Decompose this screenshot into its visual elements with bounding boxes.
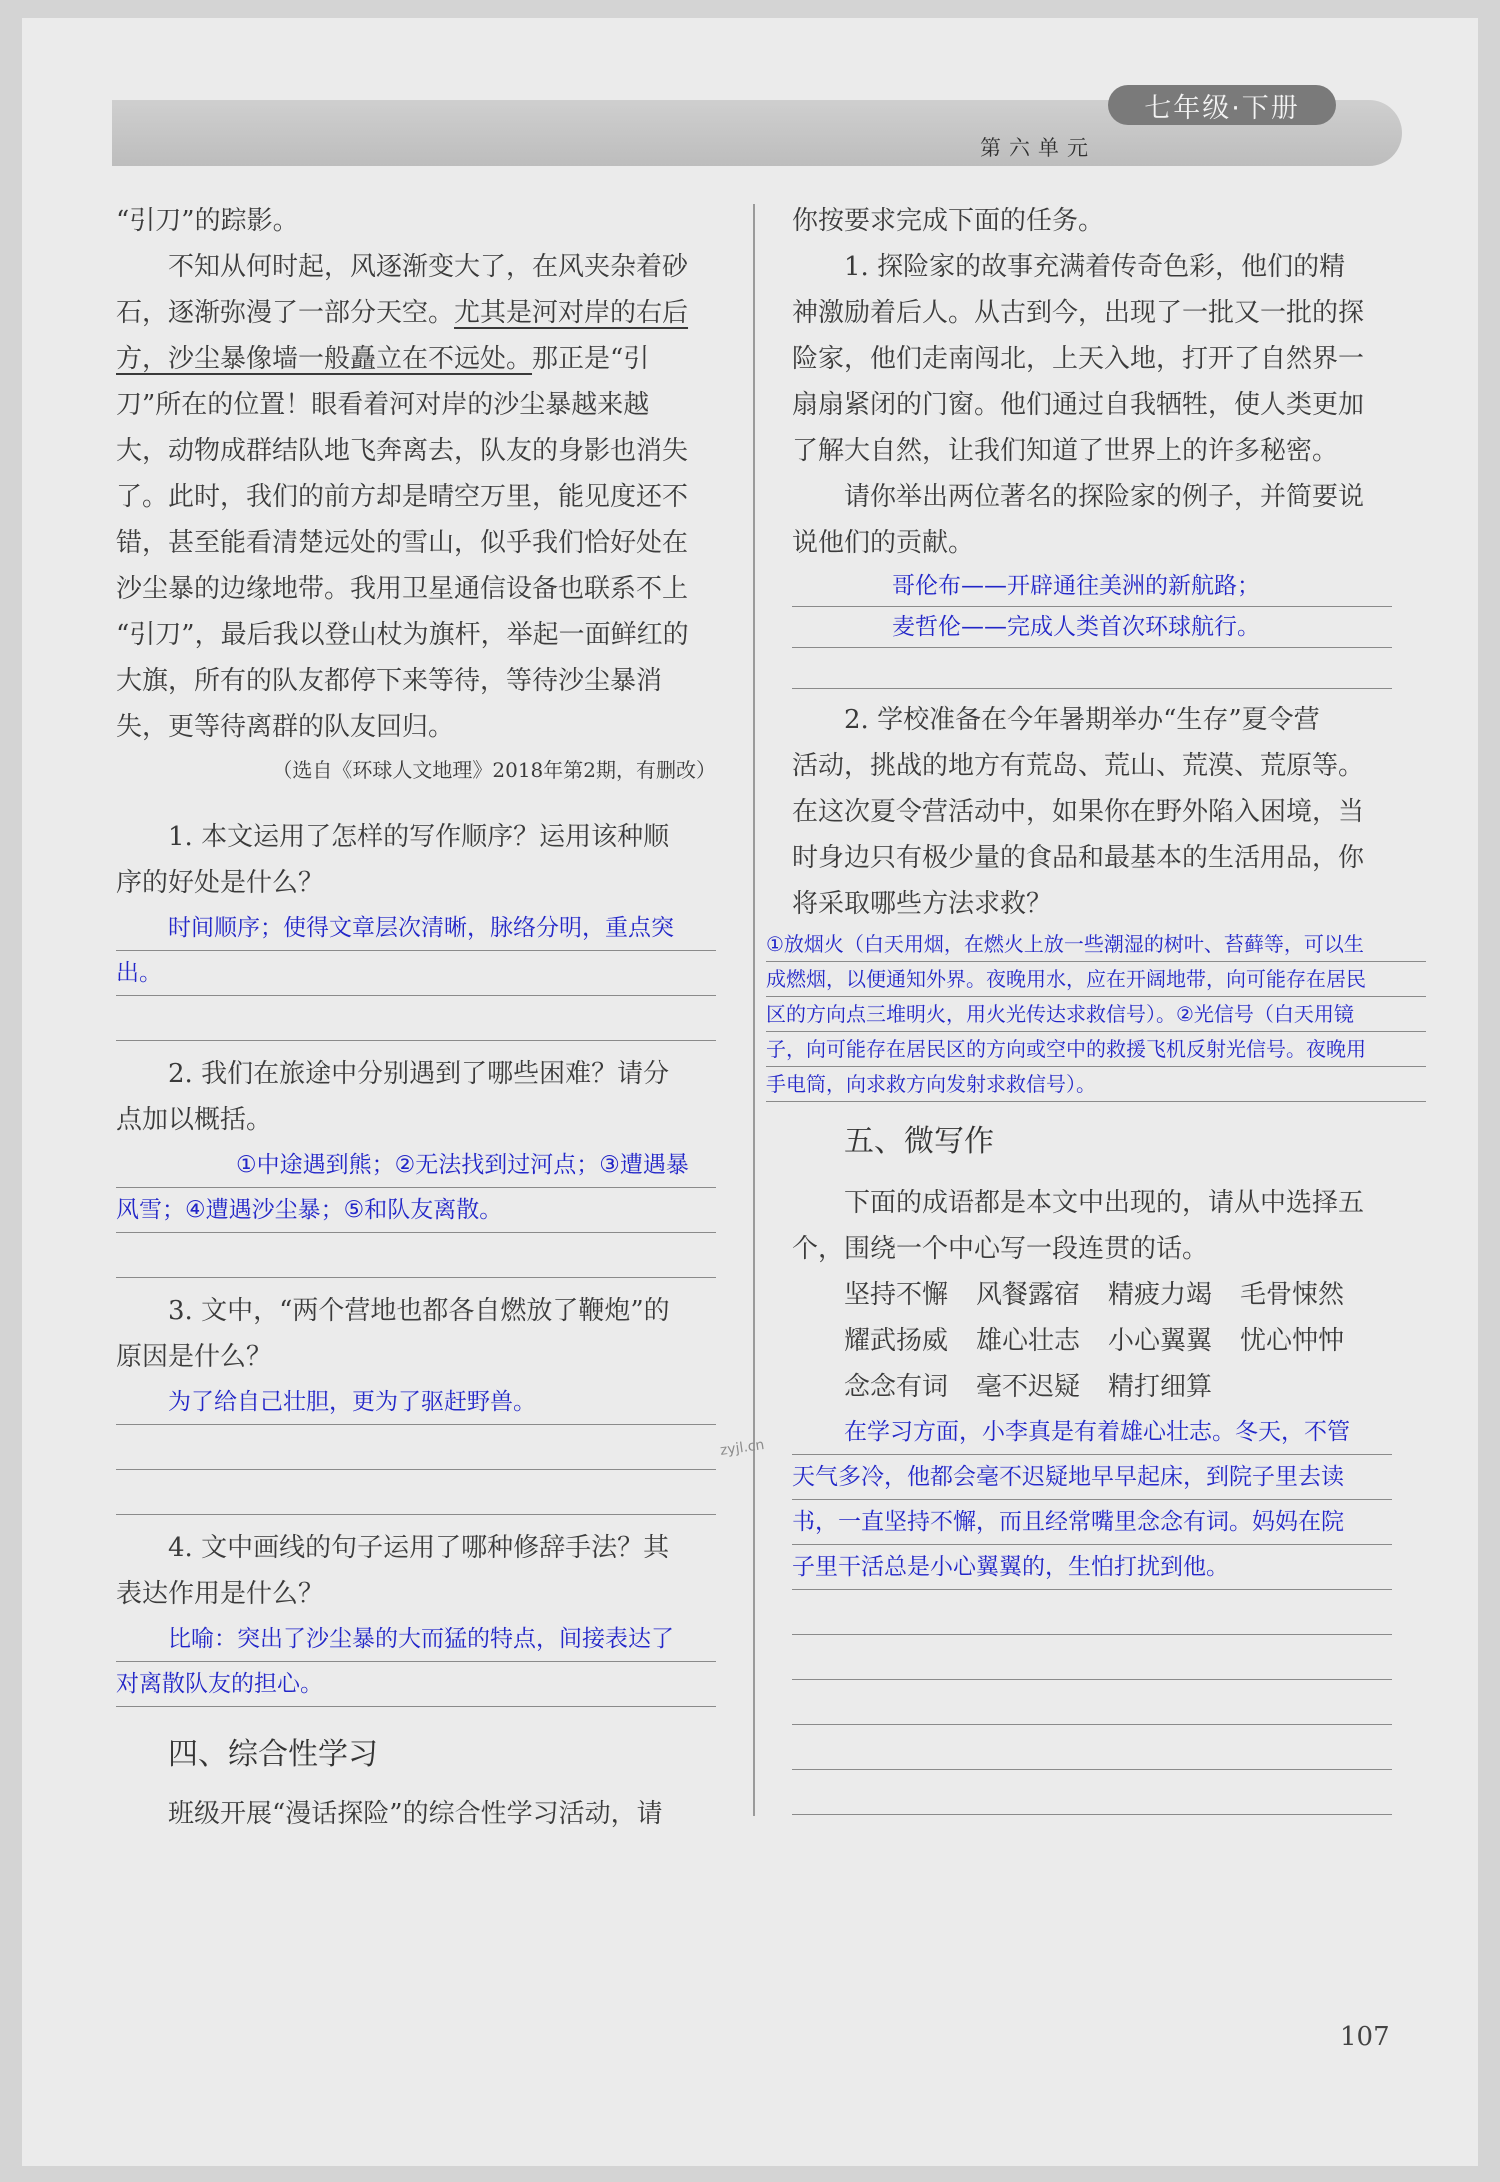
answer-line: 对离散队友的担心。 — [116, 1662, 716, 1707]
question-3: 3. 文中，“两个营地也都各自燃放了鞭炮”的 — [168, 1296, 670, 1326]
idiom: 忧心忡忡 — [1240, 1326, 1345, 1356]
section-heading-5: 五、微写作 — [844, 1124, 994, 1159]
text-line: 险家，他们走南闯北，上天入地，打开了自然界一 — [792, 344, 1365, 374]
text-line: “引刀”，最后我以登山杖为旗杆，举起一面鲜红的 — [116, 620, 689, 650]
idiom: 精疲力竭 — [1108, 1280, 1213, 1310]
blank-answer-line — [792, 1590, 1392, 1635]
text-line: 将采取哪些方法求救？ — [792, 889, 1053, 919]
idiom: 精打细算 — [1108, 1372, 1213, 1402]
answer-line: 比喻：突出了沙尘暴的大而猛的特点，间接表达了 — [116, 1617, 716, 1662]
text-line: 神激励着后人。从古到今，出现了一批又一批的探 — [792, 298, 1365, 328]
idiom-row — [792, 1364, 1392, 1410]
blank-answer-line — [116, 1425, 716, 1470]
idiom-row — [792, 1318, 1392, 1364]
answer-line: 风雪；④遭遇沙尘暴；⑤和队友离散。 — [116, 1188, 716, 1233]
text-line: 了。此时，我们的前方却是晴空万里，能见度还不 — [116, 482, 689, 512]
text-line: 沙尘暴的边缘地带。我用卫星通信设备也联系不上 — [116, 574, 689, 604]
answer-line: 区的方向点三堆明火，用火光传达求救信号）。②光信号（白天用镜 — [766, 997, 1426, 1032]
answer-line: ①中途遇到熊；②无法找到过河点；③遭遇暴 — [116, 1143, 716, 1188]
text-segment: 石，逐渐弥漫了一部分天空。 — [116, 298, 455, 328]
blank-answer-line — [116, 1470, 716, 1515]
idiom: 小心翼翼 — [1108, 1326, 1213, 1356]
text-line: “引刀”的踪影。 — [116, 206, 299, 236]
page-number: 107 — [1340, 2022, 1390, 2052]
idiom: 毫不迟疑 — [976, 1372, 1081, 1402]
answer-line: 麦哲伦——完成人类首次环球航行。 — [792, 607, 1392, 648]
text-line: 大旗，所有的队友都停下来等待，等待沙尘暴消 — [116, 666, 663, 696]
idiom: 念念有词 — [844, 1372, 949, 1402]
blank-answer-line — [116, 996, 716, 1041]
left-column — [116, 198, 716, 1837]
text-line: 你按要求完成下面的任务。 — [792, 206, 1105, 236]
text-line — [116, 290, 716, 336]
grade-tag: 七年级·下册 — [1108, 85, 1336, 125]
section-heading-4: 四、综合性学习 — [168, 1737, 378, 1772]
blank-answer-line — [116, 1233, 716, 1278]
idiom: 毛骨悚然 — [1240, 1280, 1345, 1310]
question-1-cont: 序的好处是什么？ — [116, 868, 325, 898]
answer-line: ①放烟火（白天用烟，在燃火上放一些潮湿的树叶、苔藓等，可以生 — [766, 927, 1426, 962]
blank-answer-line — [792, 1725, 1392, 1770]
question-2-cont: 点加以概括。 — [116, 1105, 273, 1135]
text-line: 在这次夏令营活动中，如果你在野外陷入困境，当 — [792, 797, 1365, 827]
text-line: 下面的成语都是本文中出现的，请从中选择五 — [844, 1188, 1365, 1218]
task-1: 1. 探险家的故事充满着传奇色彩，他们的精 — [844, 252, 1346, 282]
task-2-answer — [766, 927, 1426, 1102]
watermark: zyjl.cn — [719, 1436, 766, 1460]
idiom: 耀武扬威 — [844, 1326, 949, 1356]
blank-answer-line — [792, 1770, 1392, 1815]
question-2: 2. 我们在旅途中分别遇到了哪些困难？请分 — [168, 1059, 670, 1089]
answer-line: 天气多冷，他都会毫不迟疑地早早起床，到院子里去读 — [792, 1455, 1392, 1500]
idiom-row — [792, 1272, 1392, 1318]
source-citation: （选自《环球人文地理》2018年第2期，有删改） — [272, 758, 716, 782]
text-line: 了解大自然，让我们知道了世界上的许多秘密。 — [792, 436, 1339, 466]
text-line: 扇扇紧闭的门窗。他们通过自我牺牲，使人类更加 — [792, 390, 1365, 420]
underlined-sentence: 尤其是河对岸的右后 — [454, 298, 689, 328]
answer-line: 子里干活总是小心翼翼的，生怕打扰到他。 — [792, 1545, 1392, 1590]
question-1: 1. 本文运用了怎样的写作顺序？运用该种顺 — [168, 822, 670, 852]
underlined-sentence: 方，沙尘暴像墙一般矗立在不远处。 — [116, 344, 533, 374]
text-line — [116, 336, 716, 382]
answer-line: 在学习方面，小李真是有着雄心壮志。冬天，不管 — [792, 1410, 1392, 1455]
idiom: 坚持不懈 — [844, 1280, 949, 1310]
blank-answer-line — [792, 1635, 1392, 1680]
text-line: 班级开展“漫话探险”的综合性学习活动，请 — [168, 1799, 663, 1829]
text-line: 说他们的贡献。 — [792, 528, 975, 558]
text-line: 错，甚至能看清楚远处的雪山，似乎我们恰好处在 — [116, 528, 689, 558]
answer-line: 出。 — [116, 951, 716, 996]
task-2: 2. 学校准备在今年暑期举办“生存”夏令营 — [844, 705, 1320, 735]
answer-line: 手电筒，向求救方向发射求救信号）。 — [766, 1067, 1426, 1102]
text-line: 时身边只有极少量的食品和最基本的生活用品，你 — [792, 843, 1365, 873]
answer-line: 哥伦布——开辟通往美洲的新航路； — [792, 566, 1392, 607]
question-4: 4. 文中画线的句子运用了哪种修辞手法？其 — [168, 1533, 670, 1563]
text-line: 个，围绕一个中心写一段连贯的话。 — [792, 1234, 1209, 1264]
answer-line: 为了给自己壮胆，更为了驱赶野兽。 — [116, 1380, 716, 1425]
unit-label: 第六单元 — [980, 136, 1096, 160]
question-4-cont: 表达作用是什么？ — [116, 1579, 325, 1609]
task-1-request: 请你举出两位著名的探险家的例子，并简要说 — [844, 482, 1365, 512]
blank-answer-line — [792, 648, 1392, 689]
answer-line: 子，向可能存在居民区的方向或空中的救援飞机反射光信号。夜晚用 — [766, 1032, 1426, 1067]
answer-line: 成燃烟，以便通知外界。夜晚用水，应在开阔地带，向可能存在居民 — [766, 962, 1426, 997]
text-line: 失，更等待离群的队友回归。 — [116, 712, 455, 742]
idiom: 雄心壮志 — [976, 1326, 1081, 1356]
right-column — [766, 198, 1392, 1815]
text-line: 不知从何时起，风逐渐变大了，在风夹杂着砂 — [168, 252, 689, 282]
answer-line: 书，一直坚持不懈，而且经常嘴里念念有词。妈妈在院 — [792, 1500, 1392, 1545]
text-line: 活动，挑战的地方有荒岛、荒山、荒漠、荒原等。 — [792, 751, 1365, 781]
text-segment: 那正是“引 — [532, 344, 650, 374]
text-line: 大，动物成群结队地飞奔离去，队友的身影也消失 — [116, 436, 689, 466]
blank-answer-line — [792, 1680, 1392, 1725]
answer-line: 时间顺序；使得文章层次清晰，脉络分明，重点突 — [116, 906, 716, 951]
question-3-cont: 原因是什么？ — [116, 1342, 273, 1372]
idiom: 风餐露宿 — [976, 1280, 1081, 1310]
column-divider — [753, 204, 755, 1816]
text-line: 刀”所在的位置！眼看着河对岸的沙尘暴越来越 — [116, 390, 650, 420]
